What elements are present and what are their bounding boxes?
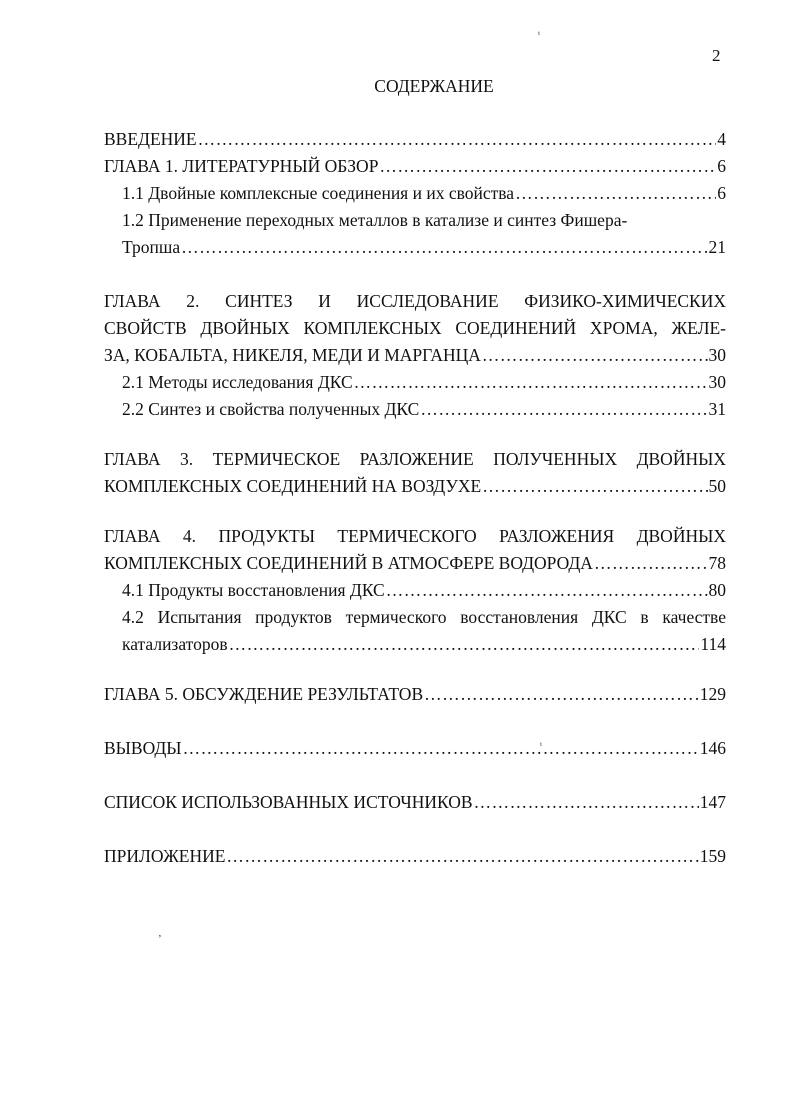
toc-entry-label: ЗА, КОБАЛЬТА, НИКЕЛЯ, МЕДИ И МАРГАНЦА (104, 345, 481, 365)
toc-entry-chapter-1 (104, 153, 726, 180)
toc-entry-label: ВВЕДЕНИЕ (104, 129, 197, 149)
dot-leader (386, 577, 708, 604)
toc-entry-conclusions (104, 735, 726, 762)
toc-entry-label: катализаторов (122, 634, 228, 654)
dot-leader (482, 342, 708, 369)
toc-entry-appendix (104, 843, 726, 870)
dot-leader (183, 735, 699, 762)
dot-leader (515, 180, 716, 207)
table-of-contents (104, 126, 726, 870)
toc-entry-label: 1.1 Двойные комплексные соединения и их свойства (122, 183, 515, 203)
toc-page-number: 78 (708, 553, 726, 573)
toc-page-number: 114 (700, 634, 726, 654)
toc-entry-section-1-2-line-1 (104, 207, 726, 234)
dot-leader (424, 681, 699, 708)
toc-entry-references (104, 789, 726, 816)
toc-entry-section-2-2 (104, 396, 726, 423)
toc-page-number: 6 (717, 183, 726, 203)
dot-leader (229, 631, 700, 658)
toc-entry-intro (104, 126, 726, 153)
toc-entry-label: 4.1 Продукты восстановления ДКС (122, 580, 385, 600)
toc-entry-label: ВЫВОДЫ (104, 738, 182, 758)
dot-leader (181, 234, 707, 261)
toc-entry-label: ГЛАВА 5. ОБСУЖДЕНИЕ РЕЗУЛЬТАТОВ (104, 684, 424, 704)
dot-leader (594, 550, 708, 577)
toc-entry-label: 1.2 Применение переходных металлов в катализе и синтез Фишера- (122, 210, 628, 230)
toc-entry-section-4-1 (104, 577, 726, 604)
toc-page-number: 21 (708, 237, 726, 257)
toc-entry-label: Тропша (122, 237, 181, 257)
dot-leader (226, 843, 698, 870)
toc-page-number: 50 (708, 476, 726, 496)
toc-entry-chapter-3-line-1: ГЛАВА 3. ТЕРМИЧЕСКОЕ РАЗЛОЖЕНИЕ ПОЛУЧЕННЫХ ДВОЙНЫХ (104, 449, 726, 469)
page-title: СОДЕРЖАНИЕ (374, 76, 494, 96)
toc-entry-section-1-1 (104, 180, 726, 207)
toc-page-number: 4 (717, 129, 726, 149)
toc-entry-label: КОМПЛЕКСНЫХ СОЕДИНЕНИЙ В АТМОСФЕРЕ ВОДОРОДА (104, 553, 593, 573)
toc-entry-label: КОМПЛЕКСНЫХ СОЕДИНЕНИЙ НА ВОЗДУХЕ (104, 476, 482, 496)
page-number: 2 (712, 46, 721, 65)
toc-page-number: 80 (708, 580, 726, 600)
toc-entry-label: СПИСОК ИСПОЛЬЗОВАННЫХ ИСТОЧНИКОВ (104, 792, 473, 812)
toc-entry-section-4-2-line-1: 4.2 Испытания продуктов термического восстановления ДКС в качестве (122, 607, 726, 627)
toc-entry-chapter-4-line-1: ГЛАВА 4. ПРОДУКТЫ ТЕРМИЧЕСКОГО РАЗЛОЖЕНИЯ ДВОЙНЫХ (104, 526, 726, 546)
toc-entry-chapter-2-line-3 (104, 342, 726, 369)
dot-leader (482, 473, 707, 500)
toc-page-number: 129 (699, 684, 726, 704)
toc-entry-chapter-5 (104, 681, 726, 708)
dot-leader (420, 396, 707, 423)
toc-entry-section-1-2-line-2 (104, 234, 726, 261)
scan-mark-bottom: ‚ (158, 927, 162, 939)
toc-entry-chapter-4-line-2 (104, 550, 726, 577)
toc-page-number: 30 (708, 345, 726, 365)
toc-entry-label: ПРИЛОЖЕНИЕ (104, 846, 226, 866)
scan-mark-top: ᵗ (538, 29, 541, 41)
dot-leader (198, 126, 717, 153)
toc-entry-chapter-2-line-2: СВОЙСТВ ДВОЙНЫХ КОМПЛЕКСНЫХ СОЕДИНЕНИЙ ХРОМА, ЖЕЛЕ- (104, 318, 726, 338)
dot-leader (474, 789, 699, 816)
scan-mark-middle: ᵗ (540, 740, 543, 752)
toc-entry-section-4-2-line-2 (104, 631, 726, 658)
toc-page-number: 146 (699, 738, 726, 758)
dot-leader (379, 153, 716, 180)
dot-leader (354, 369, 708, 396)
toc-entry-chapter-3-line-2 (104, 473, 726, 500)
toc-entry-label: 2.1 Методы исследования ДКС (122, 372, 353, 392)
toc-page-number: 159 (699, 846, 726, 866)
toc-entry-label: 2.2 Синтез и свойства полученных ДКС (122, 399, 420, 419)
toc-page-number: 30 (708, 372, 726, 392)
toc-page-number: 6 (717, 156, 726, 176)
toc-page-number: 147 (699, 792, 726, 812)
toc-entry-label: ГЛАВА 1. ЛИТЕРАТУРНЫЙ ОБЗОР (104, 156, 379, 176)
toc-entry-chapter-2-line-1: ГЛАВА 2. СИНТЕЗ И ИССЛЕДОВАНИЕ ФИЗИКО-ХИМИЧЕСКИХ (104, 291, 726, 311)
toc-page-number: 31 (708, 399, 726, 419)
toc-entry-section-2-1 (104, 369, 726, 396)
